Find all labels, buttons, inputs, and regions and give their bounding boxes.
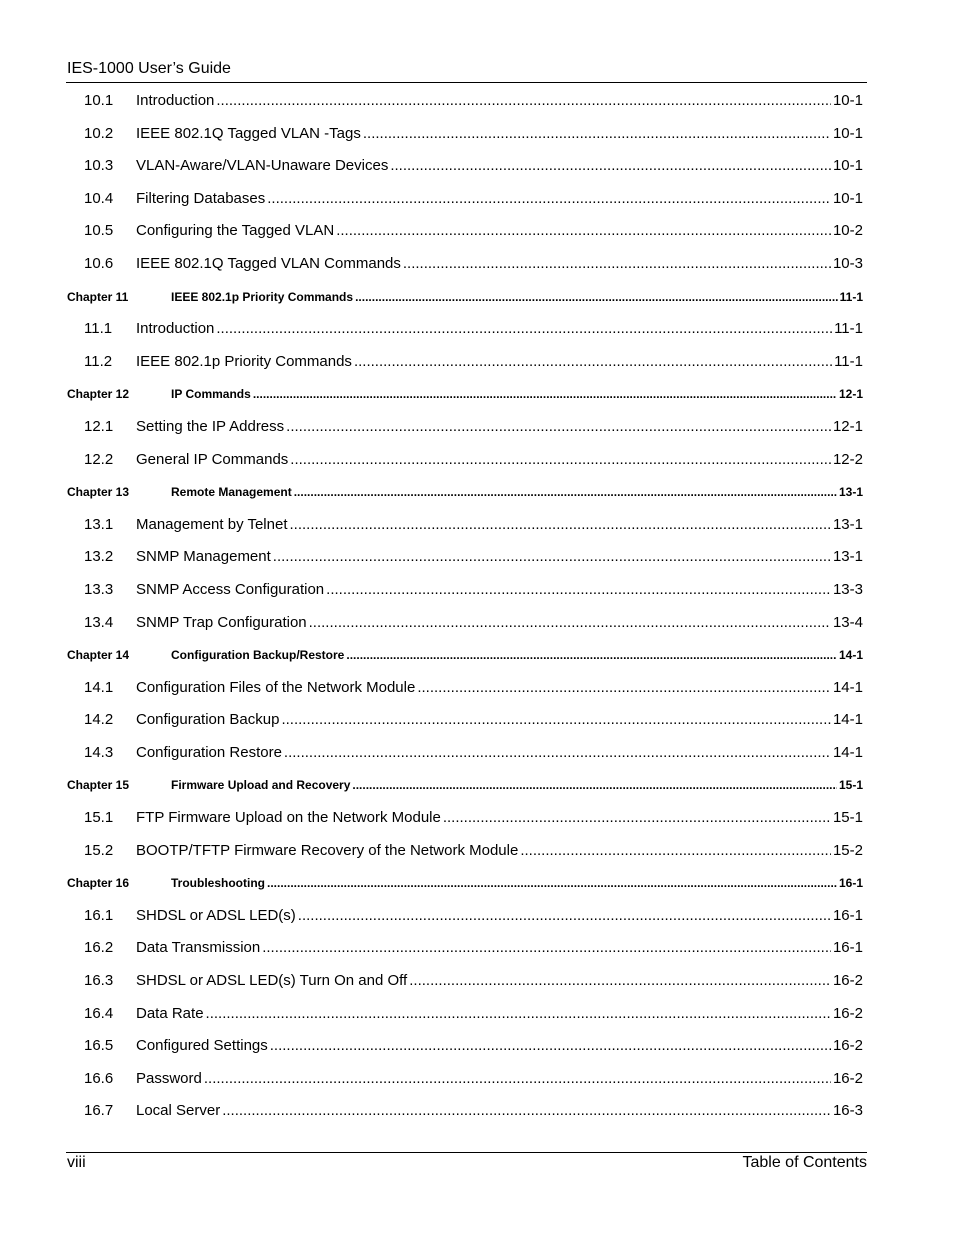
toc-entry-number: 12.2	[84, 450, 114, 468]
toc-entry-title: Configured Settings	[136, 1037, 268, 1055]
toc-dot-leader	[281, 711, 831, 728]
toc-section-entry[interactable]	[67, 671, 863, 704]
toc-entry-page: 10-1	[832, 92, 863, 109]
toc-section-entry[interactable]	[67, 801, 863, 834]
toc-entry-number: 16.7	[84, 1102, 114, 1120]
toc-section-entry[interactable]	[67, 410, 863, 443]
toc-section-entry[interactable]	[67, 443, 863, 476]
toc-entry-page: 10-3	[832, 254, 863, 272]
toc-entry-title: Password	[136, 1069, 202, 1087]
toc-entry-title: Configuration Backup	[136, 711, 280, 729]
toc-entry-page: 13-1	[832, 548, 863, 566]
toc-dot-leader	[273, 548, 831, 565]
page-header-title: IES-1000 User’s Guide	[67, 60, 231, 77]
toc-entry-number: 10.1	[84, 92, 114, 109]
toc-dot-leader	[267, 876, 837, 890]
toc-entry-page: 16-2	[832, 1004, 863, 1022]
toc-dot-leader	[417, 679, 831, 696]
toc-entry-page: 16-2	[832, 1037, 863, 1055]
toc-entry-title: Local Server	[136, 1102, 221, 1120]
toc-entry-number: 10.4	[84, 189, 114, 207]
toc-section-entry[interactable]	[67, 931, 863, 964]
toc-entry-title: Data Rate	[136, 1004, 204, 1022]
toc-entry-title: Introduction	[136, 92, 215, 109]
toc-entry-page: 13-1	[838, 485, 863, 500]
toc-section-entry[interactable]	[67, 312, 863, 345]
toc-dot-leader	[352, 778, 837, 792]
toc-entry-number: 13.3	[84, 580, 114, 598]
toc-dot-leader	[294, 485, 837, 499]
toc-entry-title: SNMP Access Configuration	[136, 580, 325, 598]
toc-entry-number: 16.6	[84, 1069, 114, 1087]
toc-entry-number: Chapter 11	[67, 289, 129, 304]
toc-entry-page: 14-1	[832, 711, 863, 729]
toc-dot-leader	[270, 1037, 831, 1054]
toc-section-entry[interactable]	[67, 703, 863, 736]
toc-entry-number: 13.2	[84, 548, 114, 566]
toc-entry-number: 10.3	[84, 157, 114, 175]
toc-section-entry[interactable]	[67, 997, 863, 1030]
toc-entry-title: Management by Telnet	[136, 515, 288, 533]
toc-section-entry[interactable]	[67, 1094, 863, 1127]
toc-chapter-entry[interactable]	[67, 768, 863, 801]
toc-entry-title: Configuration Backup/Restore	[171, 648, 345, 663]
toc-entry-title: VLAN-Aware/VLAN-Unaware Devices	[136, 157, 389, 175]
toc-entry-number: 15.1	[84, 809, 114, 827]
toc-section-entry[interactable]	[67, 117, 863, 150]
toc-entry-page: 12-1	[838, 387, 863, 402]
toc-dot-leader	[284, 744, 831, 761]
toc-dot-leader	[336, 222, 831, 239]
toc-section-entry[interactable]	[67, 573, 863, 606]
toc-dot-leader	[520, 842, 831, 859]
toc-entry-page: 13-1	[832, 515, 863, 533]
toc-chapter-entry[interactable]	[67, 866, 863, 899]
toc-entry-title: Configuration Files of the Network Module	[136, 678, 416, 696]
toc-section-entry[interactable]	[67, 345, 863, 378]
toc-entry-page: 10-2	[832, 222, 863, 240]
toc-entry-page: 10-1	[832, 157, 863, 175]
toc-entry-number: 10.2	[84, 124, 114, 142]
header-rule	[66, 82, 867, 83]
toc-entry-title: SHDSL or ADSL LED(s)	[136, 906, 296, 924]
toc-entry-title: Configuring the Tagged VLAN	[136, 222, 335, 240]
toc-entry-page: 16-1	[832, 906, 863, 924]
toc-entry-number: 10.6	[84, 254, 114, 272]
toc-entry-number: 16.5	[84, 1037, 114, 1055]
toc-section-entry[interactable]	[67, 508, 863, 541]
toc-entry-page: 14-1	[832, 678, 863, 696]
toc-entry-number: 13.4	[84, 613, 114, 631]
toc-entry-number: 16.4	[84, 1004, 114, 1022]
toc-dot-leader	[262, 939, 831, 956]
toc-dot-leader	[443, 809, 831, 826]
toc-entry-page: 15-2	[832, 841, 863, 859]
toc-entry-page: 13-4	[832, 613, 863, 631]
toc-entry-title: SNMP Management	[136, 548, 271, 566]
toc-section-entry[interactable]	[67, 1062, 863, 1095]
toc-entry-title: Configuration Restore	[136, 743, 282, 761]
toc-dot-leader	[290, 451, 831, 468]
toc-entry-title: FTP Firmware Upload on the Network Module	[136, 809, 441, 827]
toc-entry-title: Data Transmission	[136, 939, 261, 957]
toc-entry-page: 16-2	[832, 1069, 863, 1087]
footer-rule	[66, 1152, 867, 1153]
toc-dot-leader	[298, 907, 831, 924]
toc-dot-leader	[286, 418, 831, 435]
toc-entry-number: 14.2	[84, 711, 114, 729]
toc-dot-leader	[354, 353, 832, 370]
toc-entry-title: Setting the IP Address	[136, 417, 285, 435]
toc-dot-leader	[326, 581, 831, 598]
toc-entry-title: SNMP Trap Configuration	[136, 613, 307, 631]
toc-entry-number: 12.1	[84, 417, 114, 435]
toc-entry-page: 14-1	[832, 743, 863, 761]
toc-entry-number: 16.1	[84, 906, 114, 924]
footer-section-title: Table of Contents	[742, 1154, 867, 1171]
toc-dot-leader	[204, 1070, 831, 1087]
toc-entry-number: Chapter 12	[67, 387, 130, 402]
toc-entry-title: IEEE 802.1p Priority Commands	[136, 352, 352, 370]
toc-entry-page: 11-1	[839, 289, 863, 304]
toc-dot-leader	[403, 255, 831, 272]
toc-section-entry[interactable]	[67, 214, 863, 247]
toc-section-entry[interactable]	[67, 899, 863, 932]
toc-entry-page: 16-3	[832, 1102, 863, 1120]
toc-section-entry[interactable]	[67, 834, 863, 867]
toc-entry-page: 15-1	[838, 778, 863, 793]
toc-dot-leader	[253, 387, 837, 401]
toc-entry-page: 12-1	[832, 417, 863, 435]
toc-dot-leader	[267, 190, 831, 207]
toc-entry-page: 15-1	[832, 809, 863, 827]
toc-entry-page: 11-1	[834, 352, 863, 370]
toc-entry-number: 11.2	[84, 352, 113, 370]
toc-section-entry[interactable]	[67, 606, 863, 639]
toc-entry-title: Firmware Upload and Recovery	[171, 778, 351, 793]
toc-entry-title: SHDSL or ADSL LED(s) Turn On and Off	[136, 972, 408, 990]
toc-chapter-entry[interactable]	[67, 638, 863, 671]
toc-entry-title: Filtering Databases	[136, 189, 266, 207]
toc-dot-leader	[216, 92, 831, 109]
toc-entry-title: IEEE 802.1Q Tagged VLAN Commands	[136, 254, 401, 272]
toc-chapter-entry[interactable]	[67, 280, 863, 313]
toc-entry-number: 11.1	[84, 320, 113, 338]
toc-section-entry[interactable]	[67, 540, 863, 573]
toc-section-entry[interactable]	[67, 1029, 863, 1062]
toc-entry-page: 13-3	[832, 580, 863, 598]
toc-section-entry[interactable]	[67, 182, 863, 215]
toc-entry-page: 10-1	[832, 124, 863, 142]
toc-entry-page: 11-1	[834, 320, 863, 338]
toc-entry-number: 16.2	[84, 939, 114, 957]
table-of-contents	[67, 84, 863, 1127]
toc-dot-leader	[290, 516, 831, 533]
toc-entry-title: General IP Commands	[136, 450, 289, 468]
toc-dot-leader	[390, 157, 831, 174]
toc-entry-number: Chapter 15	[67, 778, 130, 793]
toc-entry-number: 14.1	[84, 678, 114, 696]
toc-section-entry[interactable]	[67, 736, 863, 769]
toc-entry-number: 15.2	[84, 841, 114, 859]
toc-dot-leader	[363, 125, 831, 142]
toc-chapter-entry[interactable]	[67, 475, 863, 508]
toc-entry-title: Remote Management	[171, 485, 292, 500]
footer-page-number: viii	[67, 1154, 86, 1171]
toc-entry-page: 16-1	[832, 939, 863, 957]
toc-section-entry[interactable]	[67, 84, 863, 117]
toc-entry-title: IEEE 802.1Q Tagged VLAN -Tags	[136, 124, 361, 142]
toc-entry-number: 14.3	[84, 743, 114, 761]
toc-entry-title: BOOTP/TFTP Firmware Recovery of the Network Module	[136, 841, 519, 859]
toc-entry-number: 10.5	[84, 222, 114, 240]
toc-dot-leader	[206, 1005, 831, 1022]
toc-entry-page: 14-1	[838, 648, 863, 663]
toc-dot-leader	[355, 290, 838, 304]
toc-entry-title: Troubleshooting	[171, 876, 265, 891]
toc-entry-title: IP Commands	[171, 387, 251, 402]
toc-chapter-entry[interactable]	[67, 377, 863, 410]
toc-entry-page: 12-2	[832, 450, 863, 468]
toc-section-entry[interactable]	[67, 247, 863, 280]
toc-entry-title: Introduction	[136, 320, 215, 338]
toc-entry-number: 16.3	[84, 972, 114, 990]
toc-dot-leader	[309, 614, 831, 631]
toc-dot-leader	[216, 320, 832, 337]
toc-entry-number: Chapter 14	[67, 648, 130, 663]
toc-section-entry[interactable]	[67, 964, 863, 997]
toc-entry-number: Chapter 16	[67, 876, 130, 891]
toc-entry-number: 13.1	[84, 515, 114, 533]
toc-entry-number: Chapter 13	[67, 485, 130, 500]
toc-dot-leader	[409, 972, 831, 989]
toc-entry-page: 10-1	[832, 189, 863, 207]
toc-entry-page: 16-1	[838, 876, 863, 891]
toc-dot-leader	[346, 648, 837, 662]
toc-entry-page: 16-2	[832, 972, 863, 990]
toc-section-entry[interactable]	[67, 149, 863, 182]
toc-entry-title: IEEE 802.1p Priority Commands	[171, 289, 354, 304]
toc-dot-leader	[222, 1102, 831, 1119]
